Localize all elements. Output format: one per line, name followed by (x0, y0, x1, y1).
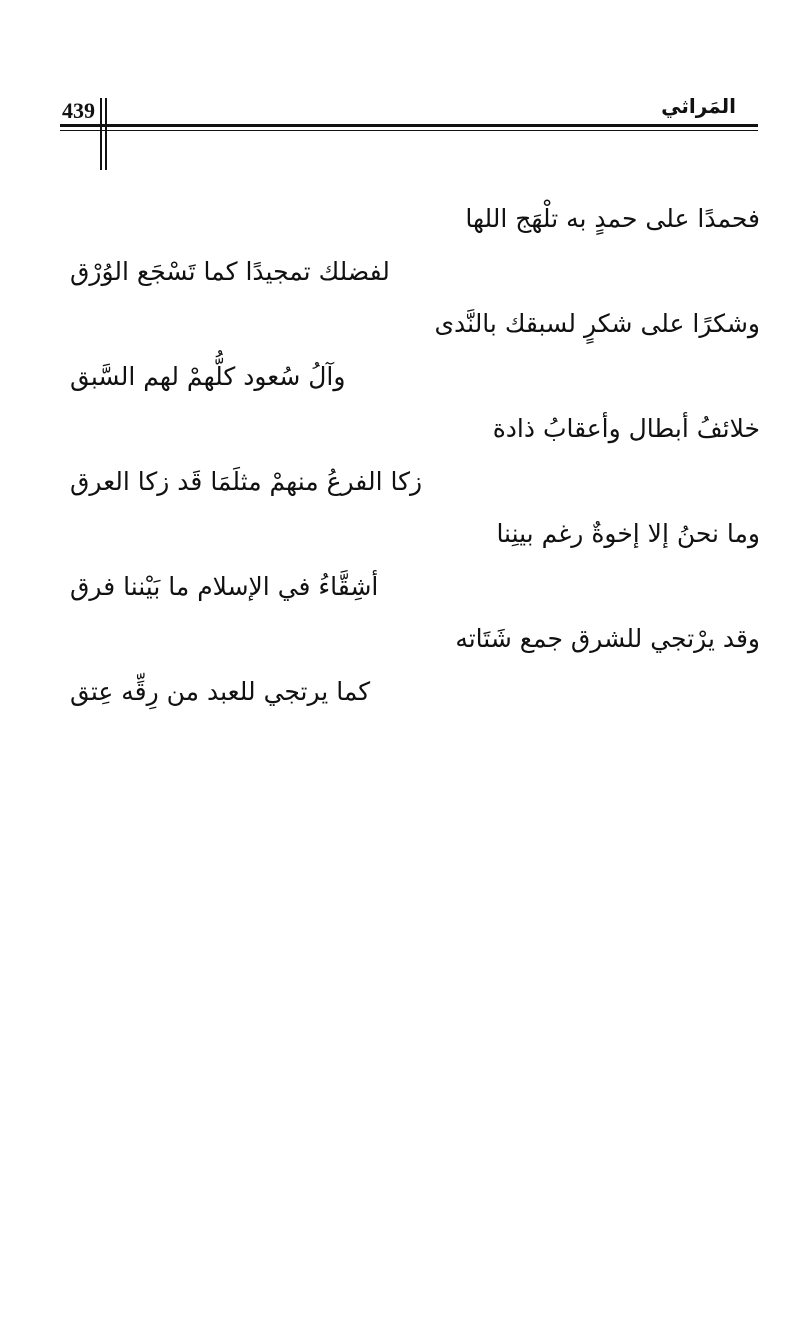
verse-text: وآلُ سُعود كلُّهمْ لهم السَّبق (70, 361, 346, 391)
verse-line (70, 406, 760, 459)
poem (70, 196, 760, 721)
verse-text: خلائفُ أبطال وأعقابُ ذادة (492, 414, 760, 443)
verse-line (70, 249, 760, 302)
verse-line (70, 564, 760, 617)
verse-text: وشكرًا على شكرٍ لسبقك بالنَّدى (434, 309, 760, 338)
verse-text: فحمدًا على حمدٍ به تلْهَج اللها (465, 204, 760, 233)
verse-text: أشِقَّاءُ في الإسلام ما بَيْننا فرق (70, 571, 379, 601)
verse-line (70, 669, 760, 722)
header-rule-thick (60, 124, 758, 127)
verse-text: لفضلك تمجيدًا كما تَسْجَع الوُرْق (70, 256, 390, 286)
verse-text: وقد يرْتجي للشرق جمع شَتَاته (455, 624, 760, 653)
verse-line (70, 616, 760, 669)
verse-line (70, 196, 760, 249)
header-vertical-rule-right (105, 98, 107, 170)
verse-line (70, 511, 760, 564)
verse-line (70, 459, 760, 512)
page-number: 439 (62, 98, 95, 123)
header-rule-thin (60, 130, 758, 131)
verse-text: زكا الفرعُ منهمْ مثلَمَا قَد زكا العرق (70, 466, 423, 496)
verse-line (70, 354, 760, 407)
header-vertical-rule-left (100, 98, 102, 170)
verse-line (70, 301, 760, 354)
verse-text: وما نحنُ إلا إخوةٌ رغم بينِنا (496, 519, 760, 548)
running-title: المَراثي (661, 94, 736, 118)
verse-text: كما يرتجي للعبد من رِقِّه عِتق (70, 676, 371, 706)
